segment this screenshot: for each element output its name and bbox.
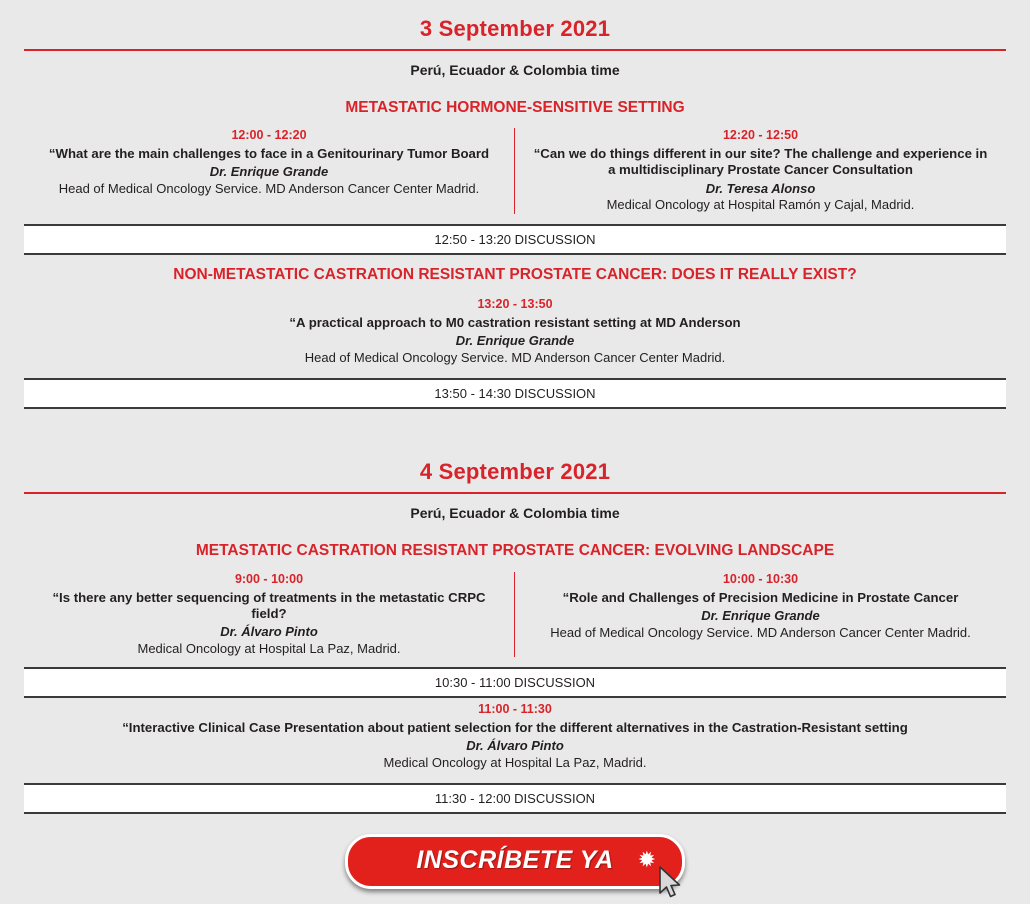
talk-card	[24, 572, 515, 657]
day-timezone: Perú, Ecuador & Colombia time	[410, 505, 620, 522]
talk-time: 9:00 - 10:00	[234, 571, 304, 586]
talk-affiliation: Head of Medical Oncology Service. MD Anderson Cancer Center Madrid.	[550, 624, 971, 640]
talk-speaker: Dr. Álvaro Pinto	[466, 738, 564, 754]
session-title: METASTATIC CASTRATION RESISTANT PROSTATE CANCER: EVOLVING LANDSCAPE	[195, 542, 835, 560]
talk-title: “Can we do things different in our site? The challenge and experience in a multidisciplinary Prostate Cancer Consultation	[533, 146, 988, 178]
talk-card	[24, 128, 515, 213]
talk-card	[24, 698, 1006, 779]
agenda-content	[24, 0, 1006, 904]
talk-affiliation: Medical Oncology at Hospital La Paz, Madrid.	[137, 640, 401, 656]
discussion-bar: 11:30 - 12:00 DISCUSSION	[24, 783, 1006, 814]
session-title: NON-METASTATIC CASTRATION RESISTANT PROSTATE CANCER: DOES IT REALLY EXIST?	[173, 265, 857, 283]
talk-title: “Interactive Clinical Case Presentation about patient selection for the different alternatives in the Castration-Resistant setting	[122, 720, 908, 736]
talk-speaker: Dr. Enrique Grande	[455, 333, 575, 349]
day-title: 3 September 2021	[419, 16, 611, 41]
section-spacer	[24, 409, 1006, 453]
talk-affiliation: Head of Medical Oncology Service. MD Anderson Cancer Center Madrid.	[304, 350, 726, 366]
talk-title: “Is there any better sequencing of treatments in the metastatic CRPC field?	[52, 589, 486, 621]
sparkle-icon: ✹	[637, 847, 656, 873]
talk-time: 12:20 - 12:50	[722, 128, 799, 143]
discussion-bar: 10:30 - 11:00 DISCUSSION	[24, 667, 1006, 698]
day-title: 4 September 2021	[419, 459, 611, 485]
talk-title: “Role and Challenges of Precision Medicine in Prostate Cancer	[562, 589, 959, 605]
session-two-column	[24, 126, 1006, 219]
discussion-bar: 13:50 - 14:30 DISCUSSION	[24, 378, 1006, 409]
day-section-1	[24, 10, 1006, 409]
talk-title: “What are the main challenges to face in a Genitourinary Tumor Board	[48, 146, 490, 162]
talk-card	[515, 572, 1006, 657]
talk-time: 11:00 - 11:30	[478, 702, 552, 717]
talk-speaker: Dr. Álvaro Pinto	[220, 623, 318, 639]
session-title: METASTATIC HORMONE-SENSITIVE SETTING	[345, 99, 685, 116]
talk-card	[515, 128, 1006, 213]
talk-speaker: Dr. Enrique Grande	[701, 607, 820, 623]
session-two-column	[24, 570, 1006, 663]
register-button[interactable]	[345, 834, 685, 889]
talk-card	[24, 293, 1006, 374]
talk-affiliation: Head of Medical Oncology Service. MD Anderson Cancer Center Madrid.	[58, 181, 480, 197]
talk-time: 13:20 - 13:50	[477, 297, 553, 312]
talk-title: “A practical approach to M0 castration resistant setting at MD Anderson	[289, 315, 741, 331]
register-button-label: INSCRÍBETE YA	[416, 846, 614, 875]
cta-area	[24, 814, 1006, 904]
talk-time: 12:00 - 12:20	[231, 128, 307, 143]
talk-speaker: Dr. Enrique Grande	[209, 164, 329, 180]
discussion-bar: 12:50 - 13:20 DISCUSSION	[24, 224, 1006, 255]
day-timezone: Perú, Ecuador & Colombia time	[410, 62, 620, 78]
talk-affiliation: Medical Oncology at Hospital La Paz, Madrid.	[383, 755, 647, 770]
talk-affiliation: Medical Oncology at Hospital Ramón y Cajal, Madrid.	[606, 197, 915, 213]
day-section-2	[24, 453, 1006, 814]
talk-time: 10:00 - 10:30	[722, 571, 799, 586]
talk-speaker: Dr. Teresa Alonso	[705, 180, 816, 196]
cursor-icon	[658, 866, 684, 900]
